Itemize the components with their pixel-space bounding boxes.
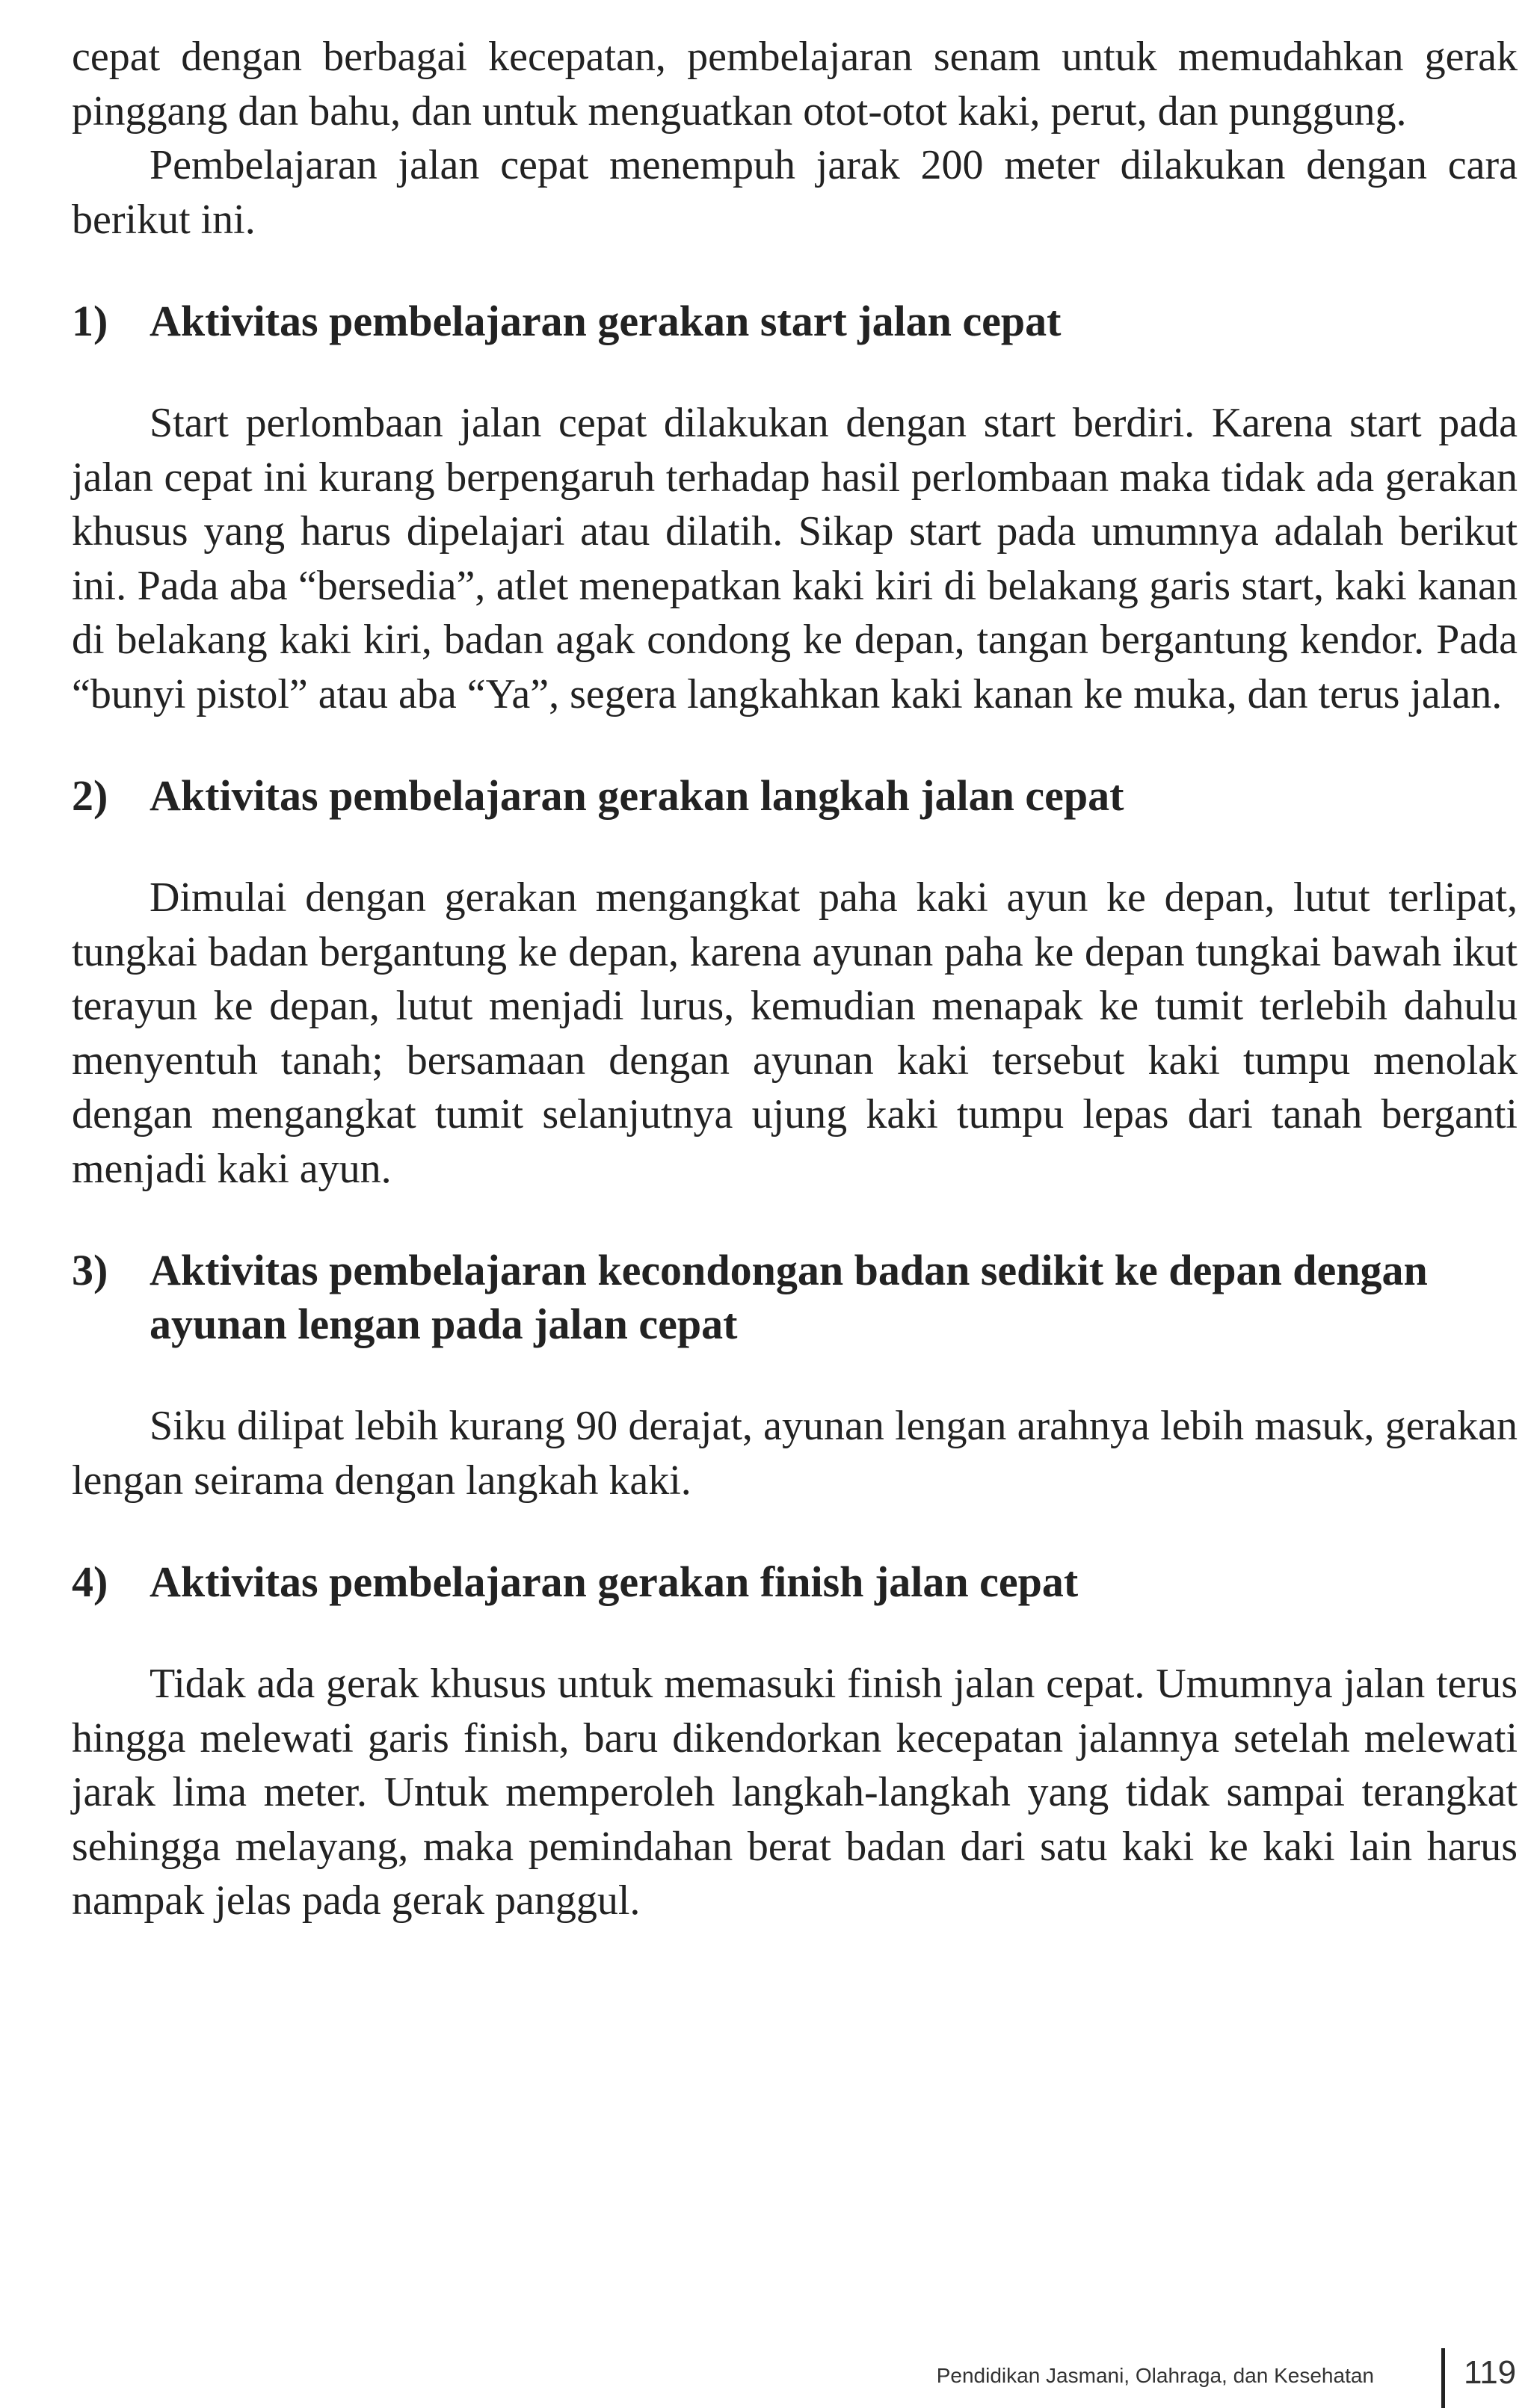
section-paragraph: Start perlombaan jalan cepat dilakukan dengan start berdiri. Karena start pada jalan cepat ini kurang berpengaruh terhadap hasil perlombaan maka tidak ada gerakan khusus yang harus dipelajari atau dilatih. Sikap start pada umumnya adalah berikut ini. Pada aba “bersedia”, atlet menepatkan kaki kiri di belakang garis start, kaki kanan di belakang kaki kiri, badan agak condong ke depan, tangan bergantung kendor. Pada “bunyi pistol” atau aba “Ya”, segera langkahkan kaki kanan ke muka, dan terus jalan.: [72, 400, 1518, 717]
intro-paragraph: Pembelajaran jalan cepat menempuh jarak 200 meter dilakukan dengan cara berikut ini.: [72, 142, 1518, 243]
section-paragraph: Dimulai dengan gerakan mengangkat paha kaki ayun ke depan, lutut terlipat, tungkai badan bergantung ke depan, karena ayunan paha ke depan tungkai bawah ikut terayun ke depan, lutut menjadi lurus, kemudian menapak ke tumit terlebih dahulu menyentuh tanah; bersamaan dengan ayunan kaki tersebut kaki tumpu menolak dengan mengangkat tumit selanjutnya ujung kaki tumpu lepas dari tanah berganti menjadi kaki ayun.: [72, 874, 1518, 1192]
section-number: 1): [72, 297, 108, 345]
page-number: 119: [1464, 2354, 1517, 2391]
page-footer: [0, 2354, 1531, 2401]
section-paragraph: Siku dilipat lebih kurang 90 derajat, ayunan lengan arahnya lebih masuk, gerakan lengan seirama dengan langkah kaki.: [72, 1403, 1518, 1504]
intro-paragraph-continued: cepat dengan berbagai kecepatan, pembelajaran senam untuk memudahkan gerak pinggang dan bahu, dan untuk menguatkan otot-otot kaki, perut, dan punggung.: [72, 34, 1518, 135]
section-heading: [72, 1244, 1518, 1351]
section-title: Aktivitas pembelajaran kecondongan badan sedikit ke depan dengan ayunan lengan pada jalan cepat: [150, 1246, 1428, 1348]
footer-book-title: Pendidikan Jasmani, Olahraga, dan Kesehatan: [936, 2364, 1374, 2387]
section-heading: [72, 294, 1518, 348]
section-langkah: [72, 769, 1518, 1196]
section-kecondongan: [72, 1244, 1518, 1507]
section-number: 2): [72, 771, 108, 820]
page-content: [72, 30, 1518, 1928]
section-number: 4): [72, 1558, 108, 1606]
section-finish: [72, 1555, 1518, 1928]
section-title: Aktivitas pembelajaran gerakan start jalan cepat: [150, 297, 1062, 345]
section-number: 3): [72, 1246, 108, 1294]
section-heading: [72, 769, 1518, 823]
section-title: Aktivitas pembelajaran gerakan langkah jalan cepat: [150, 771, 1124, 820]
section-start: [72, 294, 1518, 721]
section-title: Aktivitas pembelajaran gerakan finish jalan cepat: [150, 1558, 1079, 1606]
footer-divider: [1441, 2348, 1445, 2408]
section-heading: [72, 1555, 1518, 1609]
section-paragraph: Tidak ada gerak khusus untuk memasuki finish jalan cepat. Umumnya jalan terus hingga melewati garis finish, baru dikendorkan kecepatan jalannya setelah melewati jarak lima meter. Untuk memperoleh langkah-langkah yang tidak sampai terangkat sehingga melayang, maka pemindahan berat badan dari satu kaki ke kaki lain harus nampak jelas pada gerak panggul.: [72, 1661, 1518, 1924]
